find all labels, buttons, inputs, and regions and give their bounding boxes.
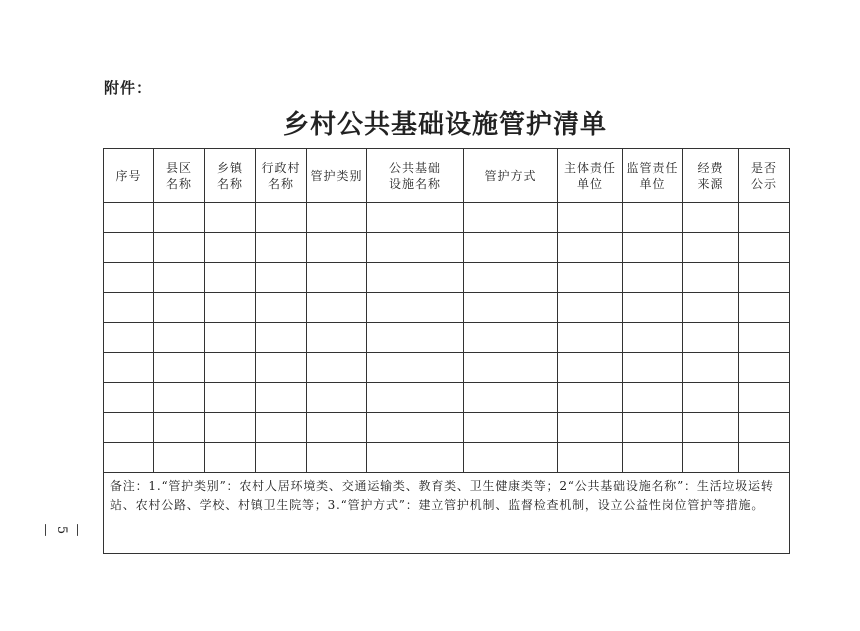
table-cell[interactable] xyxy=(205,353,256,383)
table-cell[interactable] xyxy=(683,443,739,473)
table-cell[interactable] xyxy=(154,383,205,413)
table-cell[interactable] xyxy=(104,383,154,413)
table-row xyxy=(104,233,790,263)
table-cell[interactable] xyxy=(104,263,154,293)
table-cell[interactable] xyxy=(154,443,205,473)
table-cell[interactable] xyxy=(307,353,367,383)
header-management-method: 管护方式 xyxy=(464,149,558,203)
table-cell[interactable] xyxy=(104,353,154,383)
table-cell[interactable] xyxy=(464,413,558,443)
table-cell[interactable] xyxy=(623,353,683,383)
table-cell[interactable] xyxy=(205,413,256,443)
table-cell[interactable] xyxy=(464,233,558,263)
table-cell[interactable] xyxy=(558,323,623,353)
header-row xyxy=(104,149,790,203)
table-cell[interactable] xyxy=(683,233,739,263)
table-cell[interactable] xyxy=(104,293,154,323)
header-town-name: 乡镇 名称 xyxy=(205,149,256,203)
table-cell[interactable] xyxy=(307,413,367,443)
table-cell[interactable] xyxy=(558,443,623,473)
table-cell[interactable] xyxy=(558,353,623,383)
table-cell[interactable] xyxy=(367,383,464,413)
table-cell[interactable] xyxy=(558,293,623,323)
table-row xyxy=(104,443,790,473)
table-row xyxy=(104,263,790,293)
table-row xyxy=(104,383,790,413)
document-title: 乡村公共基础设施管护清单 xyxy=(282,110,607,140)
table-cell[interactable] xyxy=(367,233,464,263)
table-cell[interactable] xyxy=(683,203,739,233)
table-cell[interactable] xyxy=(683,293,739,323)
table-cell[interactable] xyxy=(683,383,739,413)
table-cell[interactable] xyxy=(307,263,367,293)
table-cell[interactable] xyxy=(205,233,256,263)
table-cell[interactable] xyxy=(104,233,154,263)
attachment-label: 附件： xyxy=(104,79,153,97)
table-cell[interactable] xyxy=(205,263,256,293)
table-cell[interactable] xyxy=(154,413,205,443)
table-cell[interactable] xyxy=(154,293,205,323)
table-cell[interactable] xyxy=(307,443,367,473)
table-cell[interactable] xyxy=(205,443,256,473)
table-cell[interactable] xyxy=(623,233,683,263)
table-cell[interactable] xyxy=(464,323,558,353)
table-row xyxy=(104,293,790,323)
table-cell[interactable] xyxy=(739,293,790,323)
table-cell[interactable] xyxy=(307,383,367,413)
table-cell[interactable] xyxy=(256,203,307,233)
table-cell[interactable] xyxy=(558,383,623,413)
table-cell[interactable] xyxy=(739,233,790,263)
table-cell[interactable] xyxy=(739,383,790,413)
table-cell[interactable] xyxy=(256,263,307,293)
header-serial-no: 序号 xyxy=(104,149,154,203)
table-cell[interactable] xyxy=(256,293,307,323)
header-funding-source: 经费 来源 xyxy=(683,149,739,203)
table-cell[interactable] xyxy=(256,233,307,263)
table-cell[interactable] xyxy=(307,323,367,353)
header-management-category: 管护类别 xyxy=(307,149,367,203)
table-cell[interactable] xyxy=(205,293,256,323)
table-cell[interactable] xyxy=(256,383,307,413)
table-cell[interactable] xyxy=(256,353,307,383)
table-cell[interactable] xyxy=(464,383,558,413)
table-cell[interactable] xyxy=(623,413,683,443)
table-cell[interactable] xyxy=(154,263,205,293)
table-cell[interactable] xyxy=(464,203,558,233)
table-cell[interactable] xyxy=(256,443,307,473)
table-cell[interactable] xyxy=(154,323,205,353)
table-cell[interactable] xyxy=(623,443,683,473)
table-cell[interactable] xyxy=(256,323,307,353)
table-cell[interactable] xyxy=(739,263,790,293)
table-row xyxy=(104,353,790,383)
table-cell[interactable] xyxy=(205,323,256,353)
table-cell[interactable] xyxy=(623,203,683,233)
management-list-table xyxy=(103,148,790,554)
table-row xyxy=(104,323,790,353)
table-cell[interactable] xyxy=(464,353,558,383)
table-row xyxy=(104,413,790,443)
table-cell[interactable] xyxy=(367,413,464,443)
note-text: 备注：1.“管护类别”：农村人居环境类、交通运输类、教育类、卫生健康类等；2“公共基础设施名称”：生活垃圾运转站、农村公路、学校、村镇卫生院等；3.“管护方式”：建立管护机制、监督检查机制，设立公益性岗位管护等措施。 xyxy=(104,473,790,554)
table-cell[interactable] xyxy=(104,443,154,473)
table-cell[interactable] xyxy=(205,383,256,413)
table-cell[interactable] xyxy=(739,203,790,233)
header-responsible-unit: 主体责任 单位 xyxy=(558,149,623,203)
table-cell[interactable] xyxy=(367,293,464,323)
table-cell[interactable] xyxy=(104,323,154,353)
table-cell[interactable] xyxy=(558,203,623,233)
table-cell[interactable] xyxy=(739,413,790,443)
table-body xyxy=(104,203,790,473)
header-publicized: 是否 公示 xyxy=(739,149,790,203)
table-cell[interactable] xyxy=(558,263,623,293)
page-number: — 5 — xyxy=(38,523,85,537)
table-cell[interactable] xyxy=(154,233,205,263)
table-cell[interactable] xyxy=(623,323,683,353)
table-cell[interactable] xyxy=(367,443,464,473)
table-cell[interactable] xyxy=(367,263,464,293)
table-cell[interactable] xyxy=(739,323,790,353)
table-cell[interactable] xyxy=(367,323,464,353)
table-cell[interactable] xyxy=(154,353,205,383)
table-cell[interactable] xyxy=(739,353,790,383)
table-cell[interactable] xyxy=(683,323,739,353)
header-facility-name: 公共基础 设施名称 xyxy=(367,149,464,203)
table-cell[interactable] xyxy=(464,293,558,323)
table-cell[interactable] xyxy=(307,233,367,263)
note-row xyxy=(104,473,790,554)
table-cell[interactable] xyxy=(623,383,683,413)
table-cell[interactable] xyxy=(307,203,367,233)
table-cell[interactable] xyxy=(256,413,307,443)
table-cell[interactable] xyxy=(367,203,464,233)
table-cell[interactable] xyxy=(683,353,739,383)
table-cell[interactable] xyxy=(558,233,623,263)
header-county-name: 县区 名称 xyxy=(154,149,205,203)
table-cell[interactable] xyxy=(464,263,558,293)
table-cell[interactable] xyxy=(683,413,739,443)
table-cell[interactable] xyxy=(683,263,739,293)
table-cell[interactable] xyxy=(464,443,558,473)
table-cell[interactable] xyxy=(623,263,683,293)
table-cell[interactable] xyxy=(205,203,256,233)
table-row xyxy=(104,203,790,233)
table-cell[interactable] xyxy=(307,293,367,323)
table-cell[interactable] xyxy=(104,413,154,443)
table-cell[interactable] xyxy=(558,413,623,443)
header-village-name: 行政村 名称 xyxy=(256,149,307,203)
table-cell[interactable] xyxy=(739,443,790,473)
table-cell[interactable] xyxy=(104,203,154,233)
header-supervising-unit: 监管责任 单位 xyxy=(623,149,683,203)
table-cell[interactable] xyxy=(367,353,464,383)
table-cell[interactable] xyxy=(154,203,205,233)
table-cell[interactable] xyxy=(623,293,683,323)
